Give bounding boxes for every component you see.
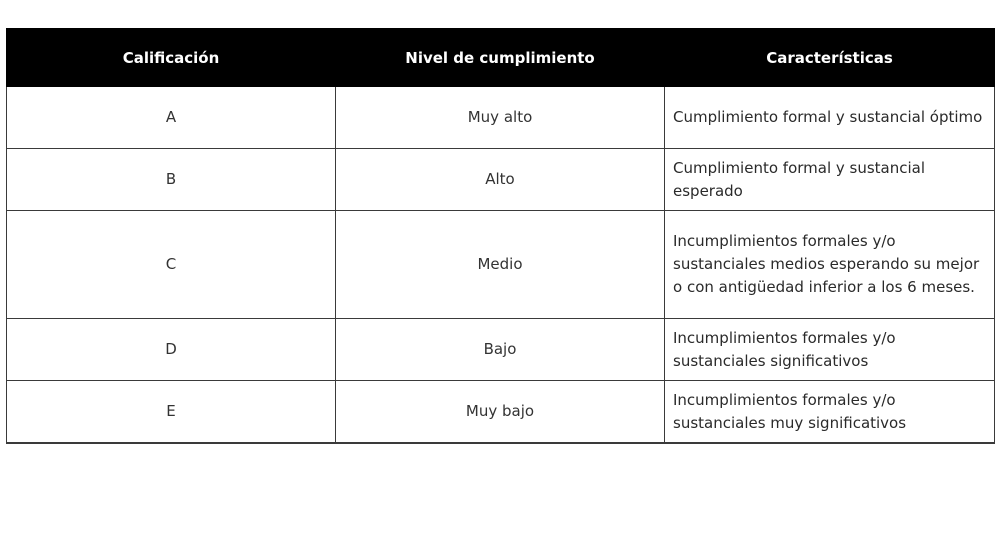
compliance-rating-table-container [6, 28, 994, 444]
cell-level: Alto [336, 149, 665, 211]
table-body [7, 87, 995, 444]
cell-level: Medio [336, 211, 665, 319]
cell-description: Cumplimiento formal y sustancial esperado [665, 149, 995, 211]
table-row [7, 87, 995, 149]
header-characteristics: Características [665, 29, 995, 87]
table-row [7, 319, 995, 381]
cell-rating: E [7, 381, 336, 444]
cell-description: Incumplimientos formales y/o sustanciales significativos [665, 319, 995, 381]
cell-description: Cumplimiento formal y sustancial óptimo [665, 87, 995, 149]
cell-description: Incumplimientos formales y/o sustanciales medios esperando su mejor o con antigüedad inferior a los 6 meses. [665, 211, 995, 319]
cell-rating: C [7, 211, 336, 319]
cell-rating: A [7, 87, 336, 149]
cell-level: Bajo [336, 319, 665, 381]
header-compliance-level: Nivel de cumplimiento [336, 29, 665, 87]
compliance-rating-table [6, 28, 995, 444]
table-row [7, 211, 995, 319]
cell-rating: D [7, 319, 336, 381]
table-header [7, 29, 995, 87]
cell-description: Incumplimientos formales y/o sustanciales muy significativos [665, 381, 995, 444]
cell-level: Muy alto [336, 87, 665, 149]
header-row [7, 29, 995, 87]
cell-level: Muy bajo [336, 381, 665, 444]
table-row [7, 381, 995, 444]
cell-rating: B [7, 149, 336, 211]
header-rating: Calificación [7, 29, 336, 87]
table-row [7, 149, 995, 211]
